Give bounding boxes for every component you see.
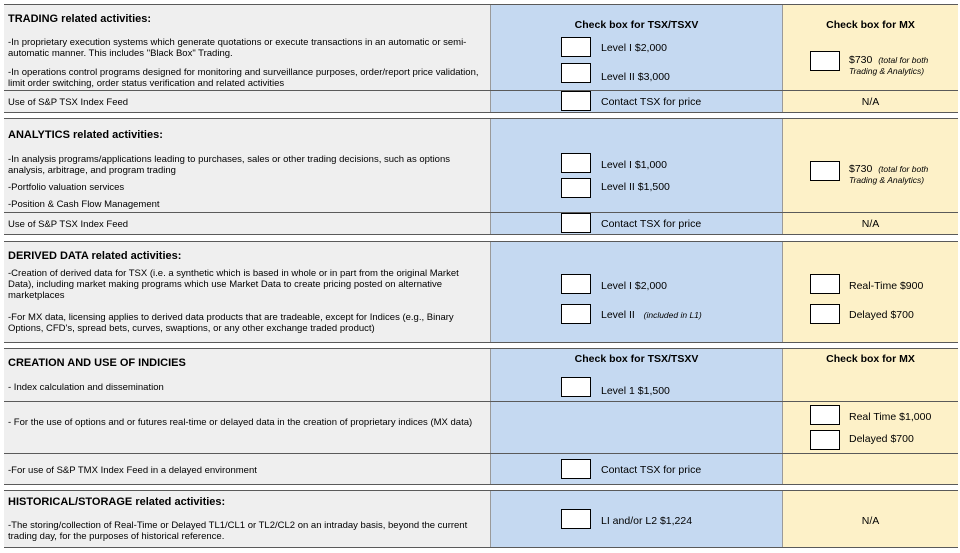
- tsx-column-header: Check box for TSX/TSXV: [574, 19, 699, 31]
- analytics-mx-note: (total for both Trading & Analytics): [849, 164, 929, 185]
- analytics-level1-label: Level I $1,000: [601, 159, 667, 171]
- indices-tsx-header: Check box for TSX/TSXV: [574, 353, 699, 365]
- indices-level1-checkbox[interactable]: [561, 377, 591, 397]
- derived-level2-label: Level II (included in L1): [601, 309, 702, 321]
- analytics-mx-price: $730 (total for both Trading & Analytics): [849, 163, 929, 185]
- derived-level2-checkbox[interactable]: [561, 304, 591, 324]
- analytics-desc-3: -Position & Cash Flow Management: [8, 199, 160, 210]
- indices-section: [4, 348, 958, 402]
- trading-level1-label: Level I $2,000: [601, 42, 667, 54]
- trading-index-feed-tsx-price: Contact TSX for price: [601, 96, 702, 108]
- derived-title: DERIVED DATA related activities:: [8, 250, 182, 262]
- indices-title: CREATION AND USE OF INDICIES: [8, 357, 186, 369]
- analytics-level2-checkbox[interactable]: [561, 178, 591, 198]
- derived-level2-note: (included in L1): [643, 310, 702, 320]
- trading-index-feed-checkbox[interactable]: [561, 91, 591, 111]
- analytics-desc-1: -In analysis programs/applications leading to purchases, sales or other trading decisions, such as options analysis, arbitrage, and program trading: [8, 154, 450, 176]
- analytics-level2-label: Level II $1,500: [601, 181, 670, 193]
- trading-section: [4, 4, 958, 91]
- trading-level2-checkbox[interactable]: [561, 63, 591, 83]
- indices-mx-realtime-label: Real Time $1,000: [849, 411, 932, 423]
- analytics-title: ANALYTICS related activities:: [8, 129, 163, 141]
- derived-mx-delayed-checkbox[interactable]: [810, 304, 840, 324]
- historical-desc-1: -The storing/collection of Real-Time or Delayed TL1/CL1 or TL2/CL2 on an intraday basis, beyond the current trading day, for the purposes of historical reference.: [8, 520, 468, 542]
- analytics-index-feed-row: [4, 213, 958, 235]
- indices-mx-header: Check box for MX: [826, 353, 915, 365]
- derived-level1-label: Level I $2,000: [601, 280, 667, 292]
- derived-mx-realtime-label: Real-Time $900: [849, 280, 924, 292]
- trading-index-feed-label: Use of S&P TSX Index Feed: [8, 97, 129, 108]
- analytics-index-feed-mx-na: N/A: [861, 218, 880, 230]
- indices-level1-label: Level 1 $1,500: [601, 385, 670, 397]
- indices-mx-delayed-label: Delayed $700: [849, 433, 914, 445]
- analytics-desc-2: -Portfolio valuation services: [8, 182, 125, 193]
- trading-mx-checkbox[interactable]: [810, 51, 840, 71]
- trading-title: TRADING related activities:: [8, 13, 152, 25]
- trading-mx-note: (total for both Trading & Analytics): [849, 55, 929, 76]
- historical-mx-na: N/A: [861, 515, 880, 527]
- indices-desc-3: -For use of S&P TMX Index Feed in a delayed environment: [8, 465, 257, 476]
- trading-index-feed-row: [4, 91, 958, 113]
- derived-data-section: [4, 241, 958, 343]
- trading-mx-price: $730 (total for both Trading & Analytics): [849, 54, 929, 76]
- trading-desc-1: -In proprietary execution systems which generate quotations or execute transactions in an automatic or semi-automatic manner. This includes "Black Box" Trading.: [8, 37, 467, 59]
- indices-feed-checkbox[interactable]: [561, 459, 591, 479]
- trading-index-feed-mx-na: N/A: [861, 96, 880, 108]
- trading-desc-2: -In operations control programs designed for monitoring and surveillance purposes, order/report price validation, limit order switching, order status verification and related activities: [8, 67, 479, 89]
- indices-desc-1: - Index calculation and dissemination: [8, 382, 164, 393]
- trading-level1-checkbox[interactable]: [561, 37, 591, 57]
- derived-desc-2: -For MX data, licensing applies to derived data products that are tradeable, except for Indices (e.g., Binary Options, CFD's, spread bets, curves, swaptions, or any other exchange traded product): [8, 312, 454, 334]
- analytics-index-feed-label: Use of S&P TSX Index Feed: [8, 219, 129, 230]
- derived-mx-delayed-label: Delayed $700: [849, 309, 914, 321]
- indices-mx-row: [4, 402, 958, 454]
- mx-column-header: Check box for MX: [826, 19, 915, 31]
- derived-level1-checkbox[interactable]: [561, 274, 591, 294]
- indices-mx-delayed-checkbox[interactable]: [810, 430, 840, 450]
- analytics-mx-checkbox[interactable]: [810, 161, 840, 181]
- indices-feed-tsx-price: Contact TSX for price: [601, 464, 702, 476]
- indices-desc-2: - For the use of options and or futures real-time or delayed data in the creation of proprietary indices (MX data): [8, 417, 473, 428]
- derived-desc-1: -Creation of derived data for TSX (i.e. a synthetic which is based in whole or in part from the original Market Data), including market making programs which use Market Data to create pricing posted on alternative marketplaces: [8, 268, 459, 301]
- historical-section: [4, 490, 958, 548]
- analytics-level1-checkbox[interactable]: [561, 153, 591, 173]
- analytics-index-feed-checkbox[interactable]: [561, 213, 591, 233]
- historical-checkbox[interactable]: [561, 509, 591, 529]
- historical-title: HISTORICAL/STORAGE related activities:: [8, 496, 226, 508]
- historical-tsx-price: LI and/or L2 $1,224: [601, 515, 693, 527]
- trading-level2-label: Level II $3,000: [601, 71, 670, 83]
- indices-mx-realtime-checkbox[interactable]: [810, 405, 840, 425]
- analytics-index-feed-tsx-price: Contact TSX for price: [601, 218, 702, 230]
- analytics-section: [4, 118, 958, 213]
- indices-feed-row: [4, 454, 958, 485]
- derived-mx-realtime-checkbox[interactable]: [810, 274, 840, 294]
